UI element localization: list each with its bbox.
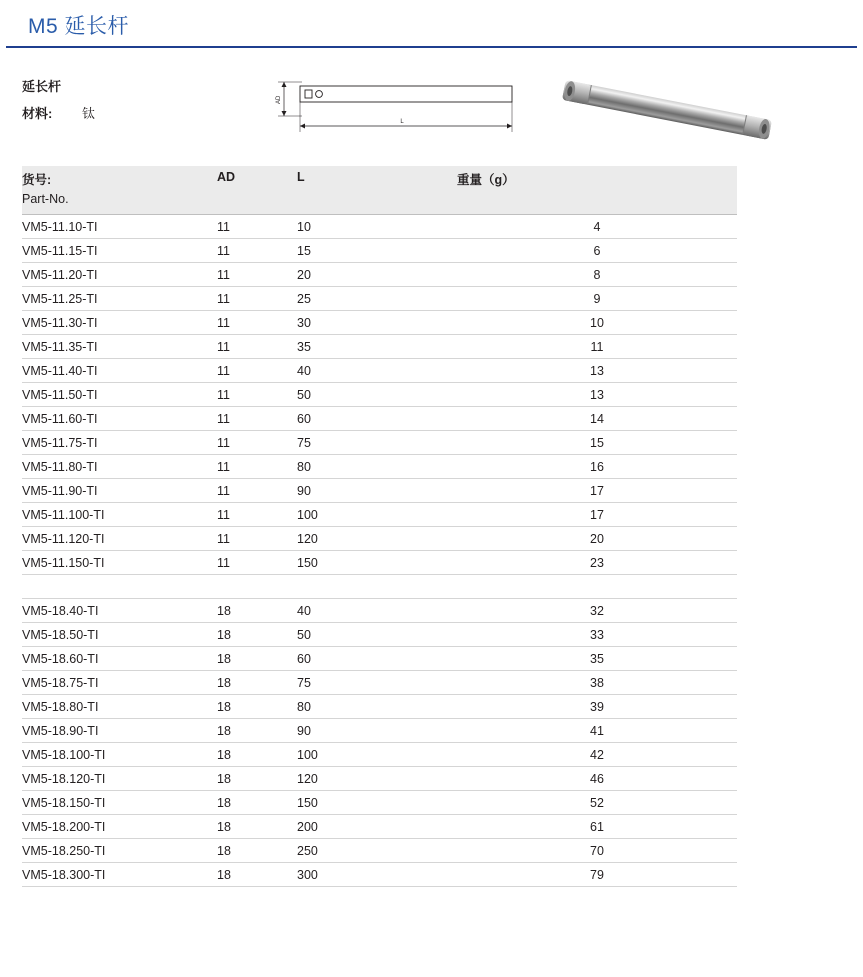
cell-weight: 6	[457, 239, 737, 263]
cell-weight: 42	[457, 743, 737, 767]
cell-l: 60	[297, 407, 457, 431]
cell-l: 50	[297, 383, 457, 407]
table-row	[22, 551, 737, 575]
product-name: 延长杆	[22, 79, 62, 94]
page-title: M5 延长杆	[28, 15, 130, 38]
cell-weight: 39	[457, 695, 737, 719]
cell-part-no: VM5-11.120-TI	[22, 527, 217, 551]
table-row	[22, 479, 737, 503]
cell-l: 90	[297, 479, 457, 503]
cell-weight: 79	[457, 863, 737, 887]
cell-part-no: VM5-11.35-TI	[22, 335, 217, 359]
parts-table	[22, 166, 737, 887]
cell-weight: 33	[457, 623, 737, 647]
technical-drawing	[272, 70, 532, 150]
table-row	[22, 527, 737, 551]
cell-weight: 38	[457, 671, 737, 695]
table-row	[22, 599, 737, 623]
cell-weight: 11	[457, 335, 737, 359]
cell-l: 90	[297, 719, 457, 743]
cell-part-no: VM5-11.50-TI	[22, 383, 217, 407]
cell-l: 40	[297, 599, 457, 623]
table-head	[22, 166, 737, 215]
cell-weight: 13	[457, 383, 737, 407]
cell-part-no: VM5-11.30-TI	[22, 311, 217, 335]
cell-weight: 13	[457, 359, 737, 383]
cell-ad: 18	[217, 839, 297, 863]
cell-ad: 11	[217, 359, 297, 383]
group-spacer	[22, 575, 737, 599]
cell-l: 120	[297, 767, 457, 791]
cell-part-no: VM5-18.60-TI	[22, 647, 217, 671]
cell-ad: 18	[217, 815, 297, 839]
material-row	[22, 103, 262, 122]
table-row	[22, 767, 737, 791]
cell-weight: 32	[457, 599, 737, 623]
cell-weight: 46	[457, 767, 737, 791]
cell-weight: 17	[457, 479, 737, 503]
cell-ad: 11	[217, 479, 297, 503]
table-row	[22, 239, 737, 263]
cell-l: 10	[297, 215, 457, 239]
cell-l: 50	[297, 623, 457, 647]
cell-ad: 18	[217, 791, 297, 815]
table-row	[22, 815, 737, 839]
cell-l: 120	[297, 527, 457, 551]
cell-part-no: VM5-11.60-TI	[22, 407, 217, 431]
table-row	[22, 359, 737, 383]
cell-part-no: VM5-18.75-TI	[22, 671, 217, 695]
table-row	[22, 839, 737, 863]
cell-weight: 23	[457, 551, 737, 575]
cell-part-no: VM5-18.250-TI	[22, 839, 217, 863]
parts-table-wrap	[22, 166, 841, 887]
cell-part-no: VM5-11.90-TI	[22, 479, 217, 503]
cell-ad: 11	[217, 431, 297, 455]
table-row	[22, 263, 737, 287]
cell-ad: 11	[217, 239, 297, 263]
cell-l: 250	[297, 839, 457, 863]
page-header	[6, 0, 857, 48]
cell-weight: 8	[457, 263, 737, 287]
cell-l: 25	[297, 287, 457, 311]
table-row	[22, 647, 737, 671]
cell-part-no: VM5-11.80-TI	[22, 455, 217, 479]
cell-ad: 11	[217, 335, 297, 359]
cell-part-no: VM5-11.10-TI	[22, 215, 217, 239]
table-row	[22, 791, 737, 815]
dim-ad-label: AD	[276, 95, 282, 104]
cell-weight: 9	[457, 287, 737, 311]
cell-l: 150	[297, 551, 457, 575]
material-label: 材料:	[22, 106, 53, 121]
cell-ad: 18	[217, 695, 297, 719]
cell-part-no: VM5-18.120-TI	[22, 767, 217, 791]
cell-l: 75	[297, 431, 457, 455]
table-row	[22, 335, 737, 359]
table-row	[22, 671, 737, 695]
cell-part-no: VM5-18.150-TI	[22, 791, 217, 815]
cell-part-no: VM5-18.40-TI	[22, 599, 217, 623]
cell-part-no: VM5-11.40-TI	[22, 359, 217, 383]
product-info-block	[22, 48, 841, 160]
col-header-part-no-cn: 货号:	[22, 173, 52, 187]
table-row	[22, 719, 737, 743]
table-row	[22, 743, 737, 767]
cell-part-no: VM5-11.150-TI	[22, 551, 217, 575]
cell-part-no: VM5-11.75-TI	[22, 431, 217, 455]
product-photo-svg	[552, 70, 782, 150]
cell-l: 35	[297, 335, 457, 359]
table-header-row	[22, 166, 737, 215]
cell-part-no: VM5-11.15-TI	[22, 239, 217, 263]
col-header-part-no-en: Part-No.	[22, 192, 69, 206]
cell-l: 100	[297, 503, 457, 527]
cell-ad: 11	[217, 263, 297, 287]
group-spacer-cell	[22, 575, 737, 599]
cell-part-no: VM5-18.100-TI	[22, 743, 217, 767]
cell-weight: 61	[457, 815, 737, 839]
table-row	[22, 455, 737, 479]
table-row	[22, 623, 737, 647]
cell-l: 80	[297, 695, 457, 719]
cell-weight: 41	[457, 719, 737, 743]
table-row	[22, 695, 737, 719]
cell-part-no: VM5-18.90-TI	[22, 719, 217, 743]
table-row	[22, 503, 737, 527]
cell-ad: 11	[217, 551, 297, 575]
cell-ad: 11	[217, 527, 297, 551]
cell-l: 80	[297, 455, 457, 479]
cell-weight: 52	[457, 791, 737, 815]
table-body	[22, 215, 737, 887]
cell-weight: 10	[457, 311, 737, 335]
cell-ad: 18	[217, 767, 297, 791]
cell-weight: 14	[457, 407, 737, 431]
cell-ad: 11	[217, 383, 297, 407]
table-row	[22, 407, 737, 431]
cell-ad: 18	[217, 647, 297, 671]
cell-l: 20	[297, 263, 457, 287]
cell-l: 200	[297, 815, 457, 839]
cell-part-no: VM5-11.25-TI	[22, 287, 217, 311]
cell-part-no: VM5-11.100-TI	[22, 503, 217, 527]
table-row	[22, 287, 737, 311]
cell-l: 75	[297, 671, 457, 695]
cell-l: 300	[297, 863, 457, 887]
cell-weight: 4	[457, 215, 737, 239]
cell-part-no: VM5-18.80-TI	[22, 695, 217, 719]
col-header-l: L	[297, 166, 457, 215]
drawing-svg	[272, 70, 532, 150]
cell-part-no: VM5-18.300-TI	[22, 863, 217, 887]
table-row	[22, 863, 737, 887]
cell-weight: 70	[457, 839, 737, 863]
table-row	[22, 215, 737, 239]
cell-l: 15	[297, 239, 457, 263]
cell-ad: 18	[217, 599, 297, 623]
dim-l-label: L	[400, 119, 404, 125]
cell-ad: 18	[217, 863, 297, 887]
cell-weight: 17	[457, 503, 737, 527]
cell-ad: 18	[217, 719, 297, 743]
cell-l: 40	[297, 359, 457, 383]
cell-weight: 15	[457, 431, 737, 455]
cell-part-no: VM5-18.200-TI	[22, 815, 217, 839]
cell-l: 60	[297, 647, 457, 671]
cell-ad: 18	[217, 743, 297, 767]
cell-ad: 18	[217, 623, 297, 647]
table-row	[22, 431, 737, 455]
cell-l: 100	[297, 743, 457, 767]
cell-weight: 35	[457, 647, 737, 671]
cell-ad: 11	[217, 215, 297, 239]
cell-l: 30	[297, 311, 457, 335]
product-photo	[552, 70, 841, 150]
cell-part-no: VM5-11.20-TI	[22, 263, 217, 287]
cell-ad: 11	[217, 287, 297, 311]
col-header-part-no	[22, 166, 217, 215]
cell-part-no: VM5-18.50-TI	[22, 623, 217, 647]
material-value: 钛	[81, 106, 95, 121]
table-row	[22, 311, 737, 335]
cell-l: 150	[297, 791, 457, 815]
cell-weight: 16	[457, 455, 737, 479]
cell-ad: 11	[217, 311, 297, 335]
product-meta	[22, 70, 262, 122]
cell-ad: 11	[217, 455, 297, 479]
col-header-weight: 重量（g）	[457, 166, 737, 215]
col-header-ad: AD	[217, 166, 297, 215]
table-row	[22, 383, 737, 407]
cell-weight: 20	[457, 527, 737, 551]
cell-ad: 11	[217, 407, 297, 431]
cell-ad: 18	[217, 671, 297, 695]
cell-ad: 11	[217, 503, 297, 527]
